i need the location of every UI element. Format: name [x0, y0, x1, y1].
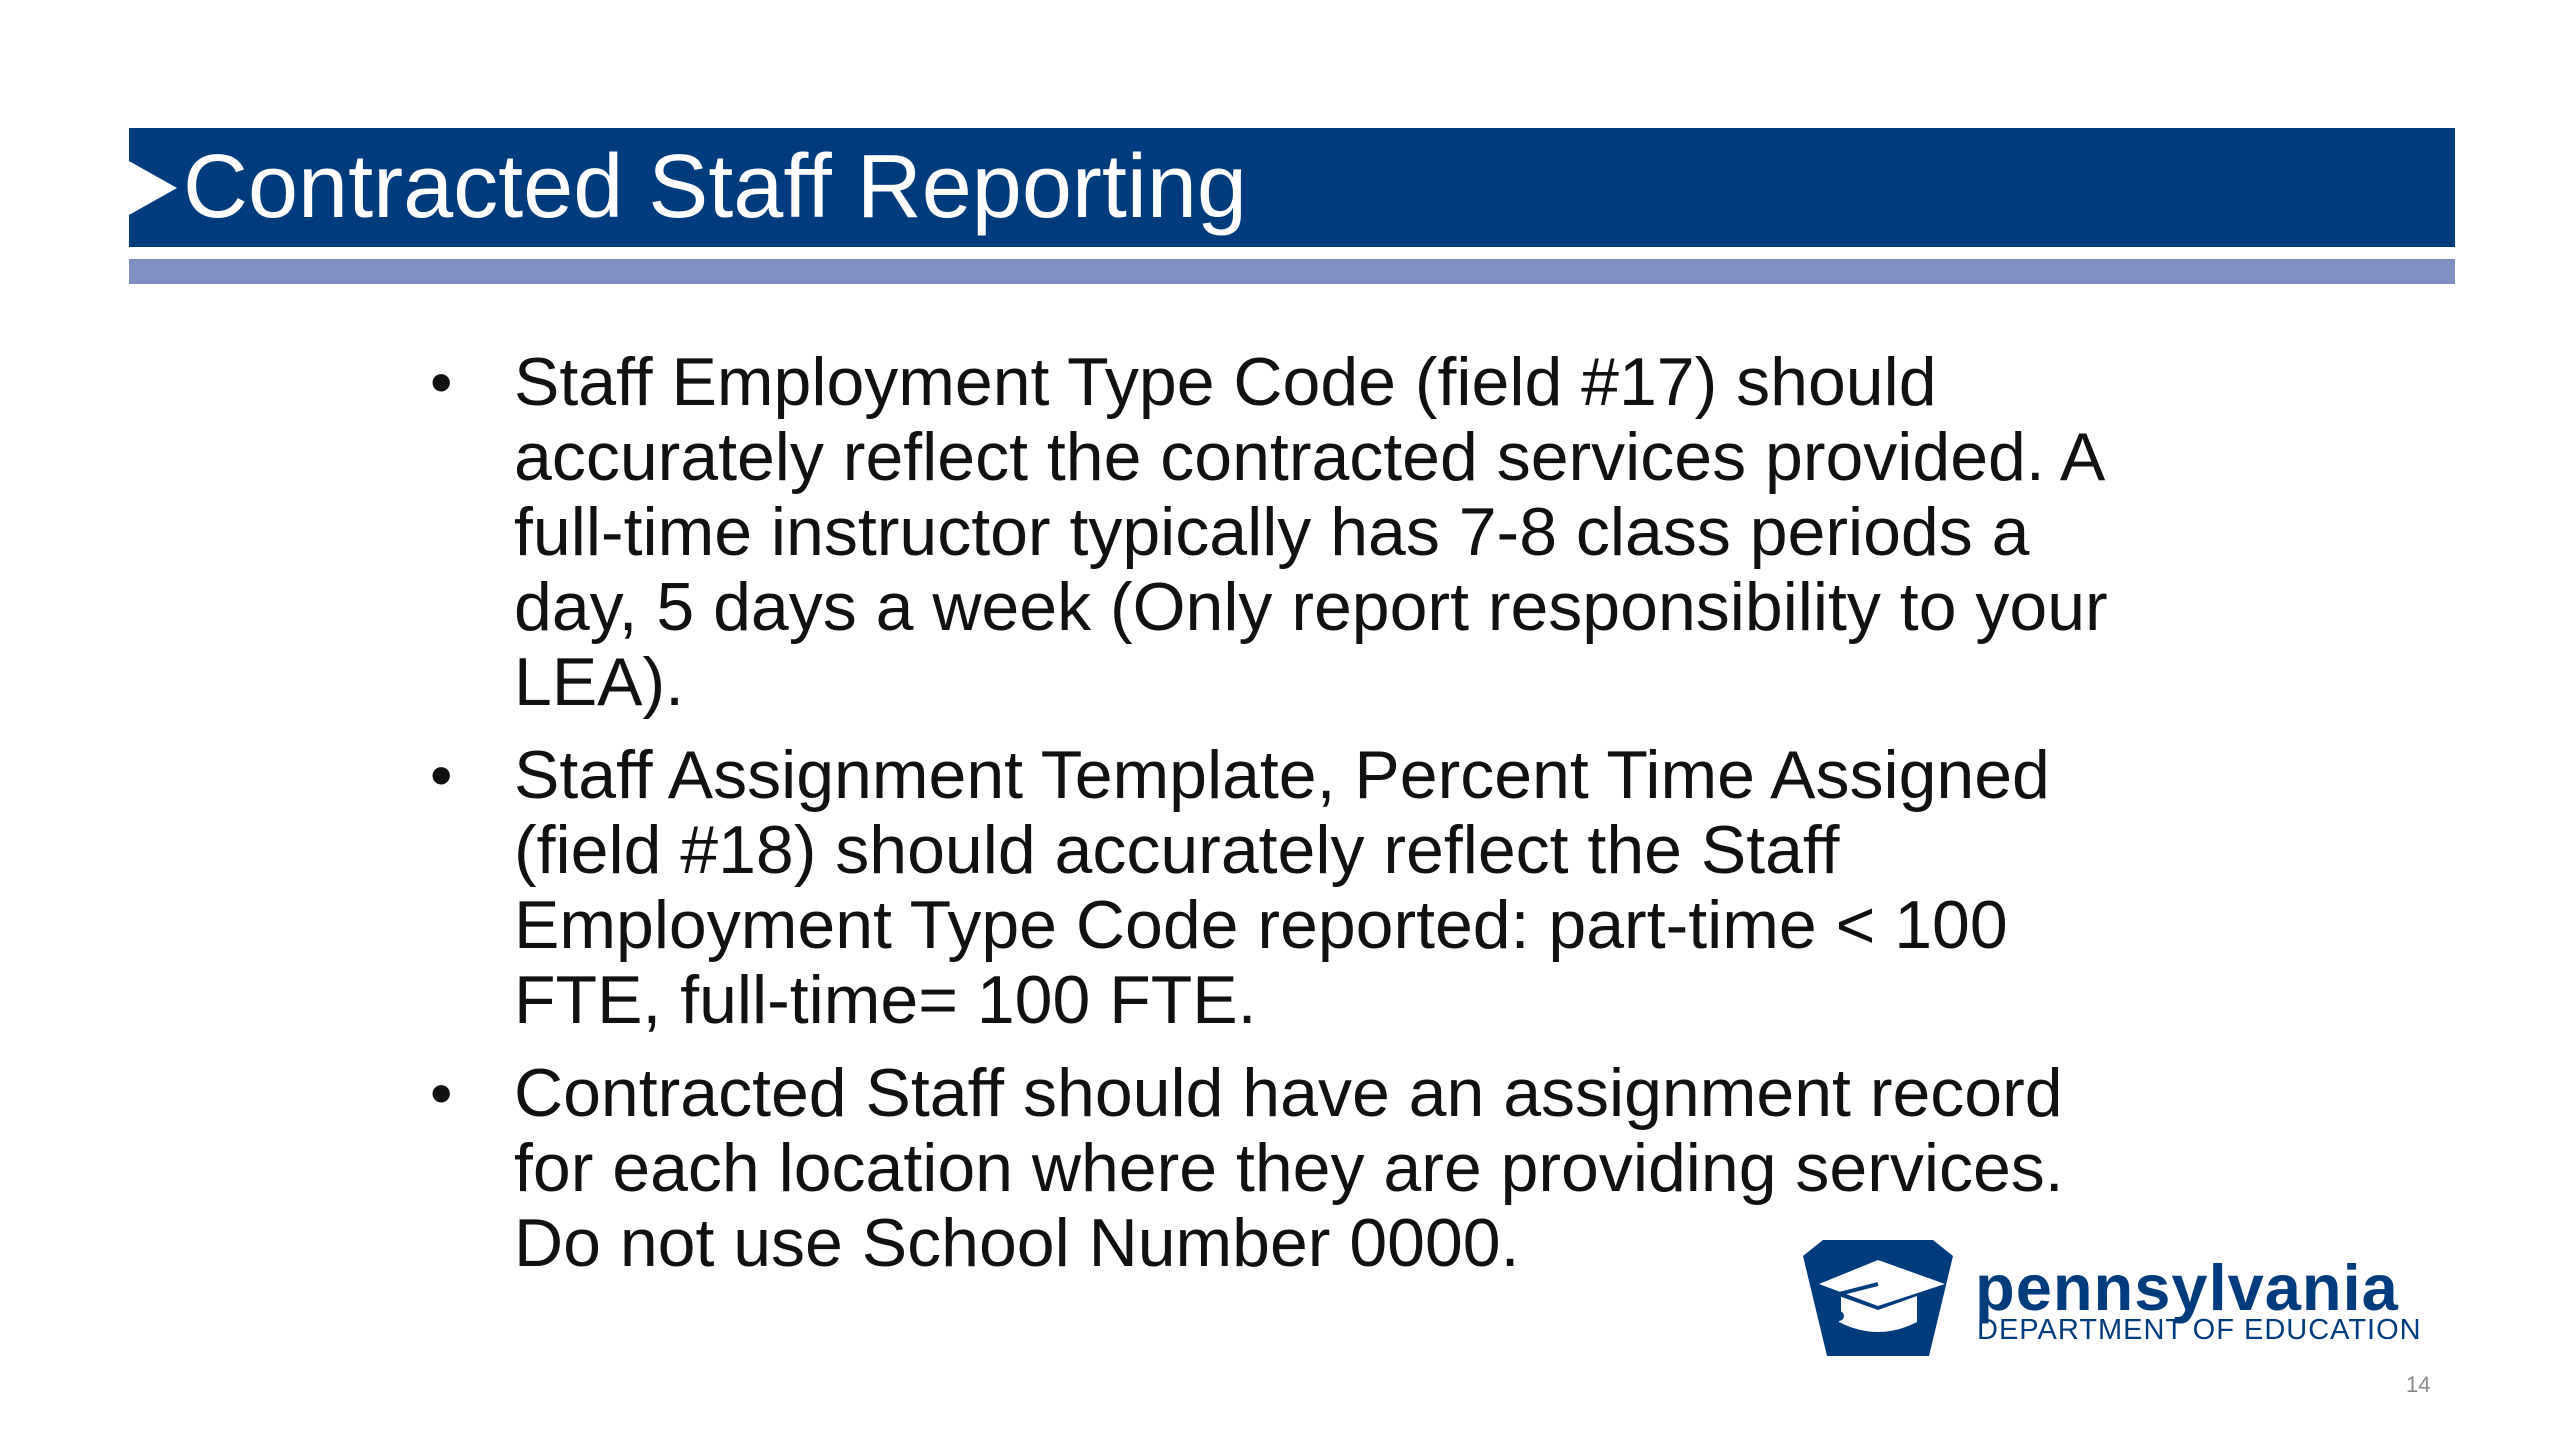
bullet-text: Staff Assignment Template, Percent Time Assigned (field #18) should accurately reflect the Staff Employment Type Code reported: part-time < 100 FTE, full-time= 100 FTE.	[514, 737, 2050, 1038]
logo-wordmark: pennsylvania	[1975, 1251, 2399, 1324]
bullet-item	[430, 738, 2150, 1038]
page-number: 14	[2406, 1372, 2431, 1397]
logo-subtitle: DEPARTMENT OF EDUCATION	[1977, 1314, 2422, 1346]
bullet-dot: •	[430, 346, 453, 418]
title-underline	[129, 259, 2455, 284]
bullet-dot: •	[430, 1057, 453, 1129]
bullet-text: Contracted Staff should have an assignment record for each location where they are providing services. Do not use School Number 0000.	[514, 1055, 2064, 1281]
bullet-dot: •	[430, 739, 453, 811]
bullet-item	[430, 345, 2150, 720]
keystone-graduation-cap-icon	[1793, 1238, 1963, 1358]
bullet-text: Staff Employment Type Code (field #17) should accurately reflect the contracted services provided. A full-time instructor typically has 7-8 class periods a day, 5 days a week (Only report responsibility to your LEA).	[514, 344, 2108, 720]
bullet-list	[430, 345, 2150, 1299]
title-arrow-icon	[129, 161, 177, 215]
slide-title: Contracted Staff Reporting	[183, 137, 1247, 237]
